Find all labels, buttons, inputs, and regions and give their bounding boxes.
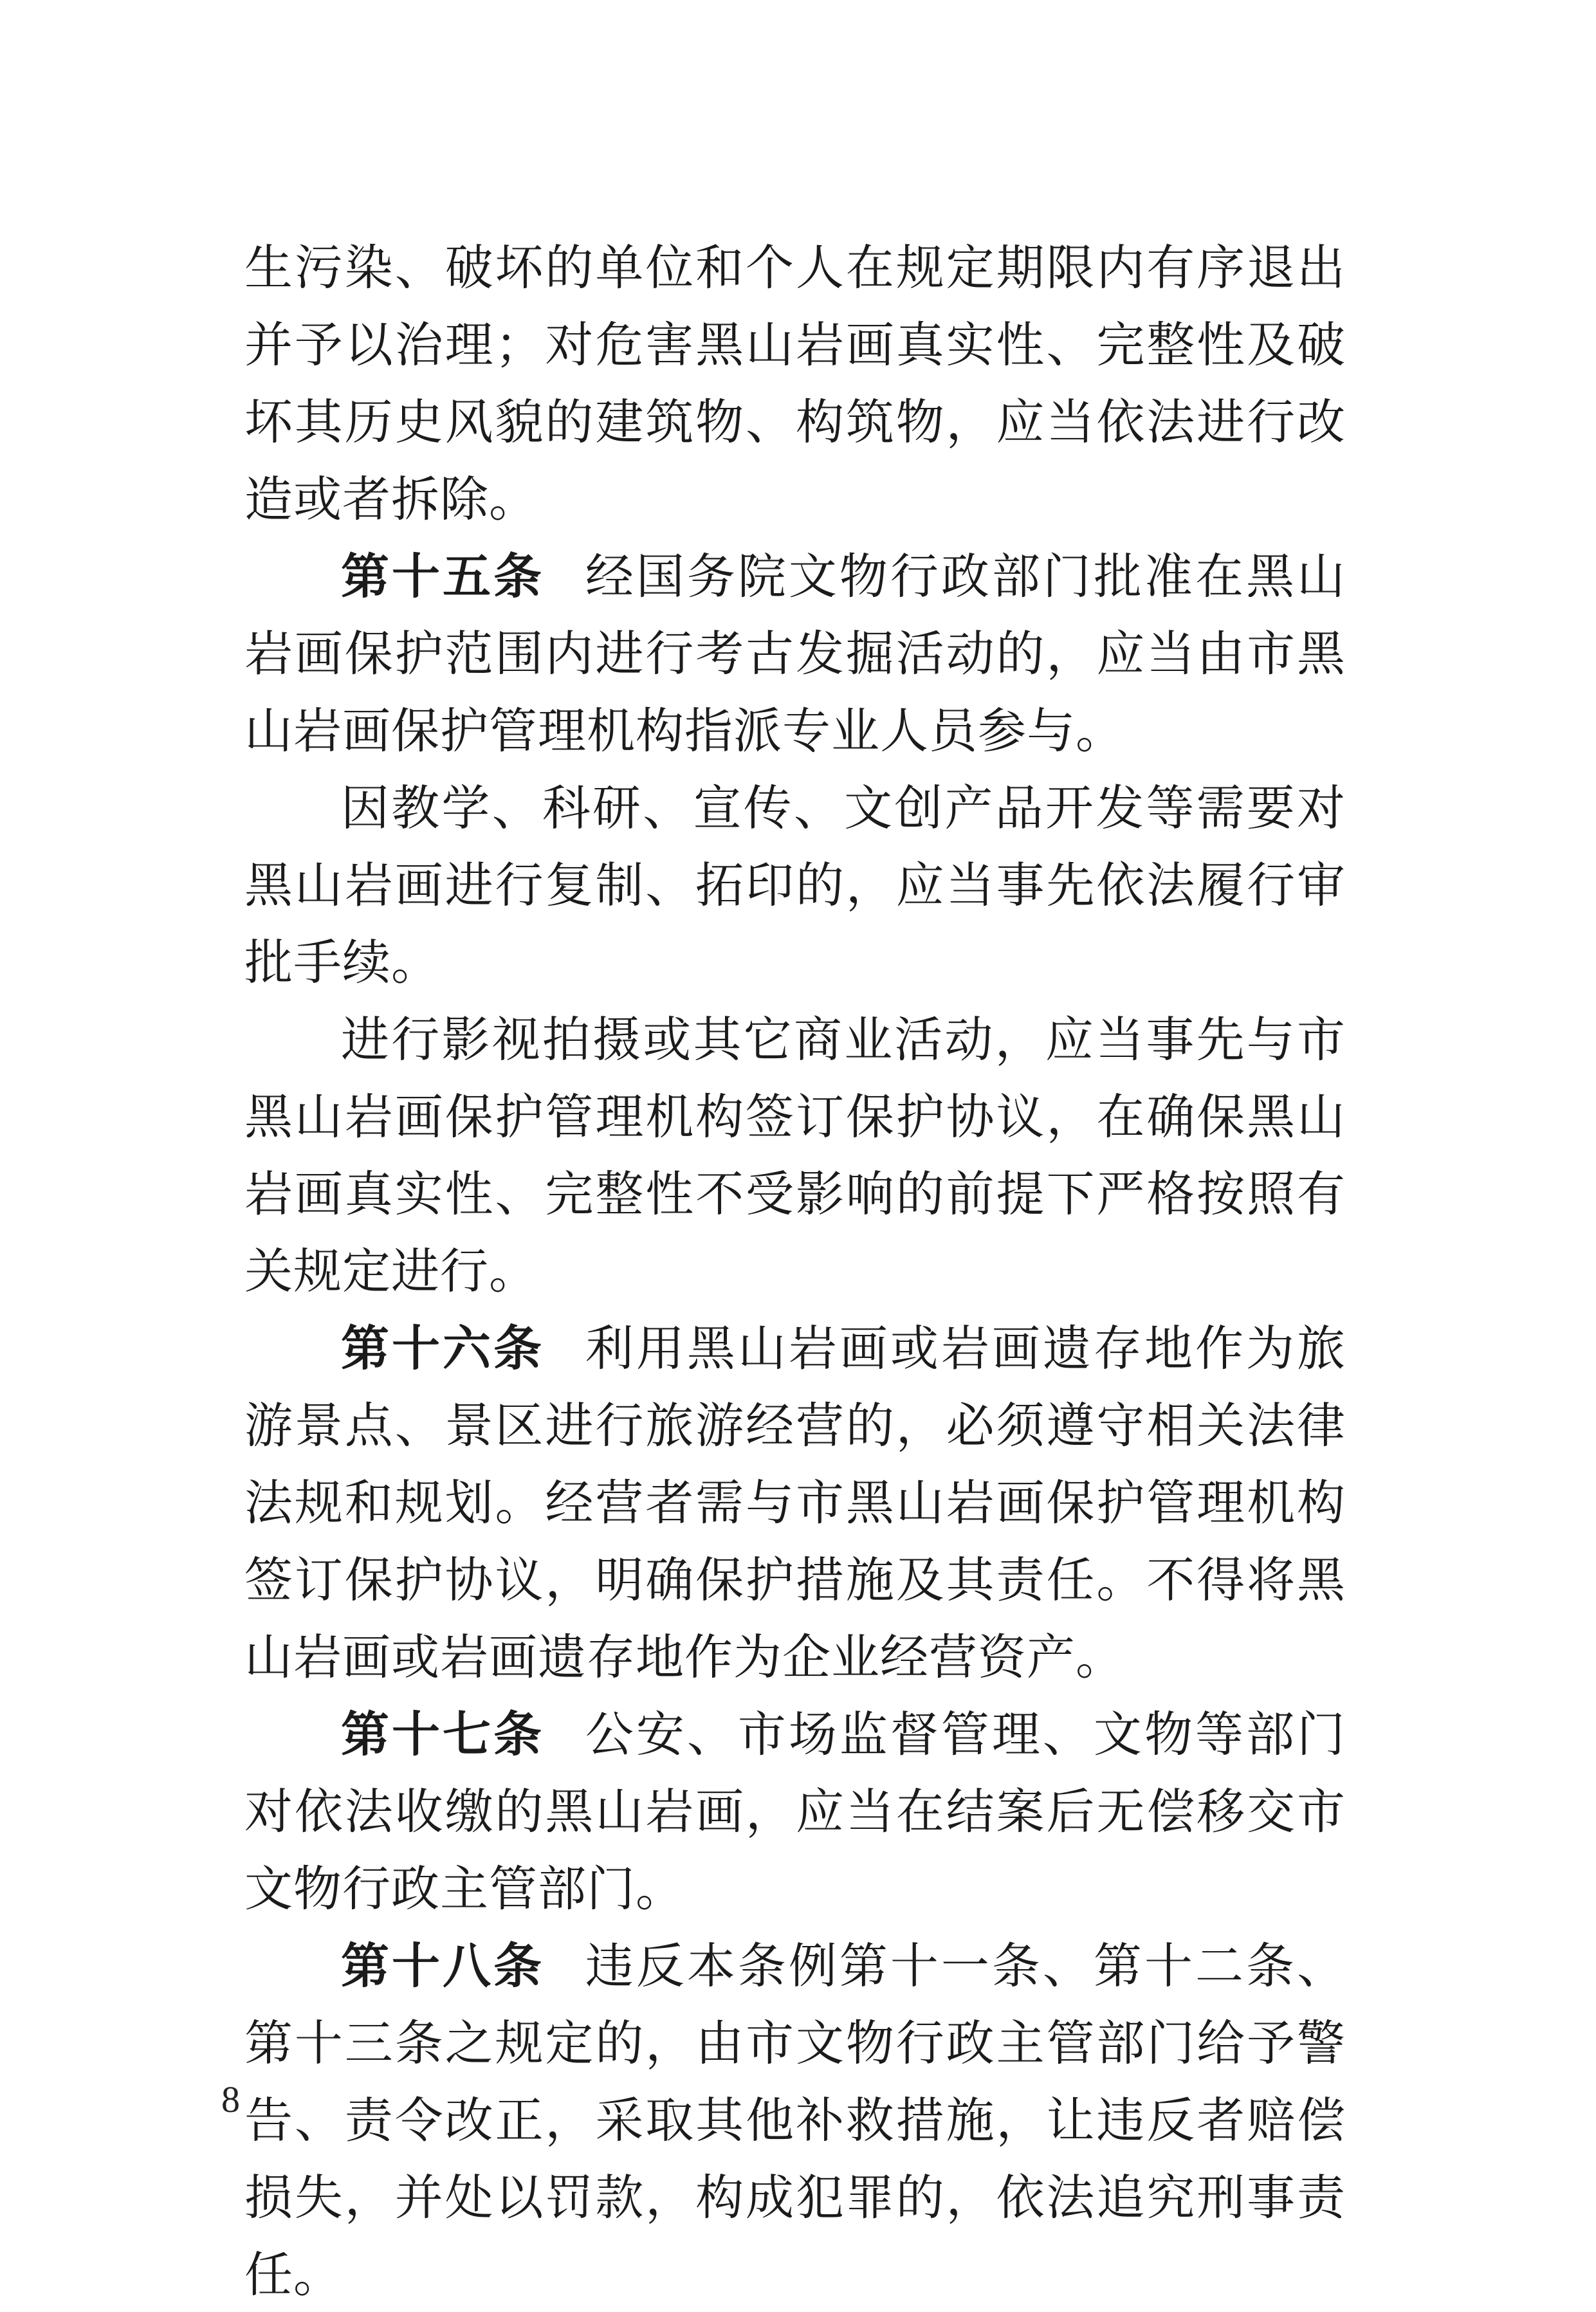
article-number: 第十五条 xyxy=(341,551,545,604)
paragraph-text: 生污染、破坏的单位和个人在规定期限内有序退出并予以治理；对危害黑山岩画真实性、完整性及破坏其历史风貌的建筑物、构筑物，应当依法进行改造或者拆除。 xyxy=(244,242,1346,527)
paragraph-text: 利用黑山岩画或岩画遗存地作为旅游景点、景区进行旅游经营的，必须遵守相关法律法规和规划。经营者需与市黑山岩画保护管理机构签订保护协议，明确保护措施及其责任。不得将黑山岩画或岩画遗存地作为企业经营资产。 xyxy=(244,1323,1346,1685)
paragraph-text: 进行影视拍摄或其它商业活动，应当事先与市黑山岩画保护管理机构签订保护协议，在确保黑山岩画真实性、完整性不受影响的前提下严格按照有关规定进行。 xyxy=(244,1014,1346,1299)
paragraph xyxy=(244,230,1346,539)
article-number: 第十八条 xyxy=(341,1940,545,1994)
page-number: 8 xyxy=(221,2078,240,2120)
article-number: 第十七条 xyxy=(341,1709,545,1762)
paragraph-text: 公安、市场监督管理、文物等部门对依法收缴的黑山岩画，应当在结案后无偿移交市文物行政主管部门。 xyxy=(244,1709,1346,1916)
paragraph xyxy=(244,539,1346,771)
paragraph xyxy=(244,1929,1346,2312)
paragraph xyxy=(244,1002,1346,1311)
article-number: 第十六条 xyxy=(341,1323,545,1376)
paragraph-text: 因教学、科研、宣传、文创产品开发等需要对黑山岩画进行复制、拓印的，应当事先依法履行审批手续。 xyxy=(244,782,1346,990)
body-text xyxy=(244,230,1346,2312)
paragraph-text: 经国务院文物行政部门批准在黑山岩画保护范围内进行考古发掘活动的，应当由市黑山岩画保护管理机构指派专业人员参与。 xyxy=(244,551,1346,758)
paragraph xyxy=(244,1697,1346,1929)
paragraph-text: 违反本条例第十一条、第十二条、第十三条之规定的，由市文物行政主管部门给予警告、责令改正，采取其他补救措施，让违反者赔偿损失，并处以罚款，构成犯罪的，依法追究刑事责任。 xyxy=(244,1940,1346,2302)
paragraph xyxy=(244,771,1346,1002)
paragraph xyxy=(244,1311,1346,1697)
